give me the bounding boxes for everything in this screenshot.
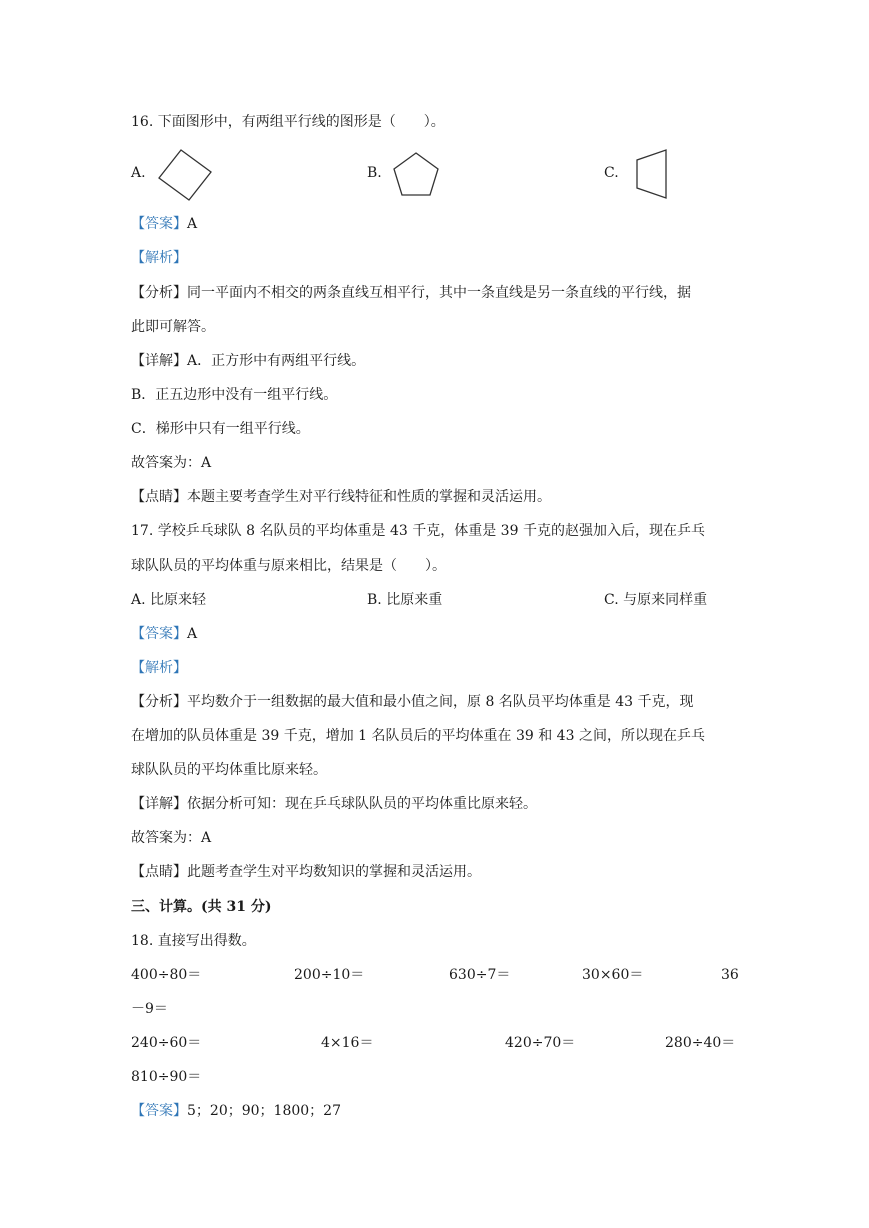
q18-expr: 36 <box>721 967 739 983</box>
answer-value: A <box>187 626 198 642</box>
dianjing-text: 此题考查学生对平均数知识的掌握和灵活运用。 <box>187 864 481 880</box>
q18-expr: 630÷7＝ <box>449 967 511 983</box>
q16-answer <box>131 214 197 234</box>
q18-expr: 810÷90＝ <box>131 1069 202 1085</box>
xiangjie-tag: 【详解】 <box>131 796 187 812</box>
q16-option-b-label: B. <box>367 165 382 181</box>
answer-value: 5；20；90；1800；27 <box>187 1103 341 1119</box>
q16-stem: 16. 下面图形中，有两组平行线的图形是（ ）。 <box>131 114 445 130</box>
q16-line-b: B．正五边形中没有一组平行线。 <box>131 387 338 403</box>
fenxi-tag: 【分析】 <box>131 694 187 710</box>
q17-option-a: A. 比原来轻 <box>131 592 207 608</box>
answer-value: A <box>187 216 198 232</box>
q17-stem-line-1: 17. 学校乒乓球队 8 名队员的平均体重是 43 千克，体重是 39 千克的赵强加入后，现在乒乓 <box>131 523 705 539</box>
q16-fenxi-line-2: 此即可解答。 <box>131 319 215 335</box>
q18-answer <box>131 1101 341 1121</box>
q17-xiangjie <box>131 794 537 814</box>
trapezoid-figure <box>634 148 674 200</box>
section-heading: 三、计算。(共 31 分) <box>131 899 272 915</box>
fenxi-tag: 【分析】 <box>131 285 187 301</box>
answer-tag: 【答案】 <box>131 216 187 232</box>
q16-analysis-tag: 【解析】 <box>131 250 187 266</box>
answer-tag: 【答案】 <box>131 626 187 642</box>
q16-option-a-label: A. <box>131 165 146 181</box>
q16-line-c: C．梯形中只有一组平行线。 <box>131 421 310 437</box>
q16-fenxi-line-1 <box>131 283 691 303</box>
q18-expr: 30×60＝ <box>582 967 644 983</box>
q16-option-c-label: C. <box>604 165 619 181</box>
dianjing-text: 本题主要考查学生对平行线特征和性质的掌握和灵活运用。 <box>187 489 551 505</box>
dianjing-tag: 【点睛】 <box>131 864 187 880</box>
q17-conclusion: 故答案为：A <box>131 830 212 846</box>
pentagon-figure <box>393 151 441 197</box>
square-figure <box>158 148 214 200</box>
q17-fenxi-line-3: 球队队员的平均体重比原来轻。 <box>131 762 327 778</box>
q17-answer <box>131 624 197 644</box>
fenxi-text: 平均数介于一组数据的最大值和最小值之间，原 8 名队员平均体重是 43 千克，现 <box>187 694 694 710</box>
q16-dianjing <box>131 487 551 507</box>
q16-conclusion: 故答案为：A <box>131 455 212 471</box>
q18-stem: 18. 直接写出得数。 <box>131 933 256 949</box>
q16-xiangjie <box>131 351 365 371</box>
dianjing-tag: 【点睛】 <box>131 489 187 505</box>
q17-analysis-tag: 【解析】 <box>131 660 187 676</box>
q18-expr: 420÷70＝ <box>505 1035 576 1051</box>
q17-dianjing <box>131 862 481 882</box>
q18-expr: 400÷80＝ <box>131 967 202 983</box>
xiangjie-text: 依据分析可知：现在乒乓球队队员的平均体重比原来轻。 <box>187 796 537 812</box>
q17-stem-line-2: 球队队员的平均体重与原来相比，结果是（ ）。 <box>131 558 446 574</box>
answer-tag: 【答案】 <box>131 1103 187 1119</box>
xiangjie-text: A．正方形中有两组平行线。 <box>187 353 366 369</box>
q18-expr: 200÷10＝ <box>294 967 365 983</box>
q17-option-b: B. 比原来重 <box>367 592 443 608</box>
q18-expr: 4×16＝ <box>321 1035 374 1051</box>
q17-fenxi-line-2: 在增加的队员体重是 39 千克，增加 1 名队员后的平均体重在 39 和 43 之间，所以现在乒乓 <box>131 728 705 744</box>
q18-expr-continuation: －9＝ <box>131 1001 168 1017</box>
q17-fenxi-line-1 <box>131 692 694 712</box>
q18-expr: 240÷60＝ <box>131 1035 202 1051</box>
q17-option-c: C. 与原来同样重 <box>604 592 708 608</box>
q18-expr: 280÷40＝ <box>665 1035 736 1051</box>
xiangjie-tag: 【详解】 <box>131 353 187 369</box>
fenxi-text: 同一平面内不相交的两条直线互相平行，其中一条直线是另一条直线的平行线，据 <box>187 285 691 301</box>
